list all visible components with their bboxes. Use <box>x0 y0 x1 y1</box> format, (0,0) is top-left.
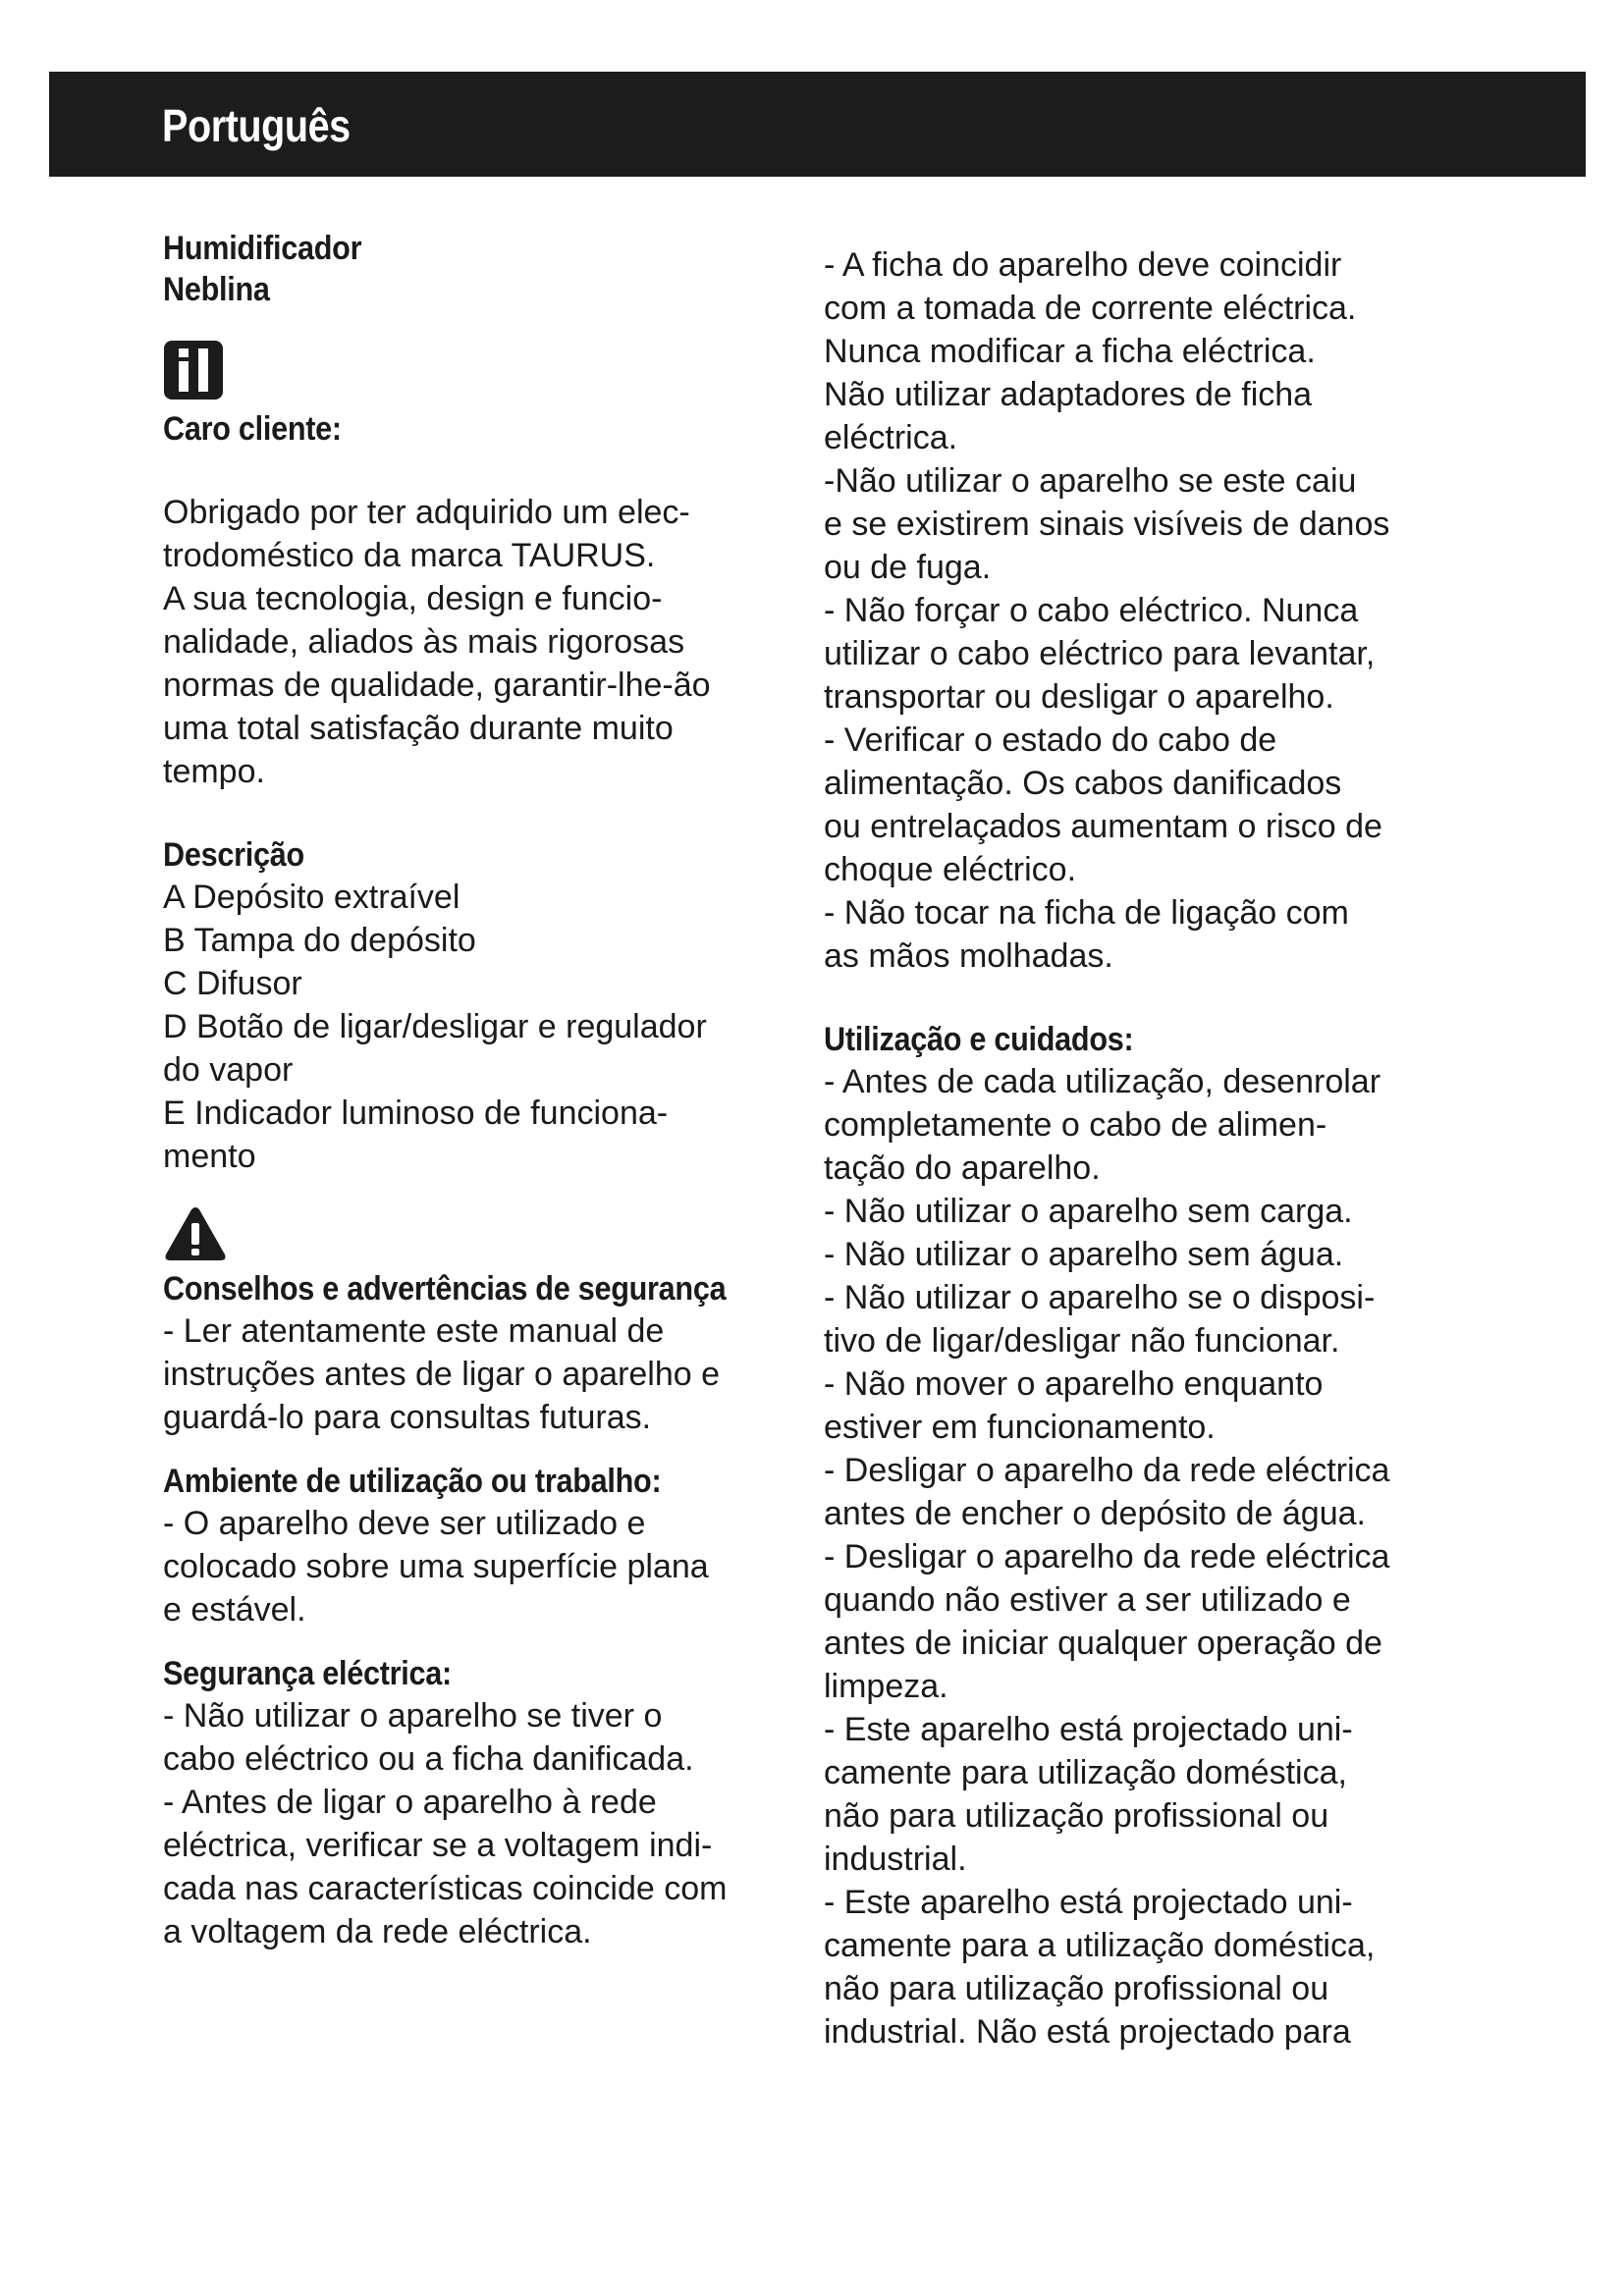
greeting-heading: Caro cliente: <box>163 410 342 448</box>
text-line: - Não tocar na ficha de ligação com <box>824 894 1349 932</box>
list-item: B Tampa do depósito <box>163 922 476 959</box>
text-line: -Não utilizar o aparelho se este caiu <box>824 462 1357 500</box>
text-line: - Desligar o aparelho da rede eléctrica <box>824 1452 1390 1489</box>
text-line: utilizar o cabo eléctrico para levantar, <box>824 635 1376 672</box>
list-item: mento <box>163 1138 256 1175</box>
text-line: quando não estiver a ser utilizado e <box>824 1581 1351 1619</box>
text-line: - Não utilizar o aparelho sem carga. <box>824 1193 1353 1230</box>
text-line: - Este aparelho está projectado uni- <box>824 1711 1353 1748</box>
text-line: tação do aparelho. <box>824 1149 1101 1187</box>
language-header-bar <box>49 72 1586 177</box>
text-line: - Antes de ligar o aparelho à rede <box>163 1784 657 1821</box>
text-line: - O aparelho deve ser utilizado e <box>163 1505 646 1542</box>
text-line: - Não utilizar o aparelho sem água. <box>824 1236 1344 1273</box>
left-column <box>163 228 777 1953</box>
text-line: - A ficha do aparelho deve coincidir <box>824 246 1342 284</box>
info-icon <box>163 340 224 400</box>
safety-heading: Conselhos e advertências de segurança <box>163 1270 727 1308</box>
text-line: instruções antes de ligar o aparelho e <box>163 1356 721 1393</box>
text-line: com a tomada de corrente eléctrica. <box>824 290 1357 327</box>
list-item: A Depósito extraível <box>163 879 460 916</box>
text-line: não para utilização profissional ou <box>824 1970 1329 2007</box>
text-line: alimentação. Os cabos danificados <box>824 765 1342 802</box>
text-line: cabo eléctrico ou a ficha danificada. <box>163 1740 694 1778</box>
intro-text <box>163 491 777 793</box>
usage-text <box>824 1060 1442 2054</box>
list-item: do vapor <box>163 1051 294 1089</box>
list-item: D Botão de ligar/desligar e regulador <box>163 1008 707 1045</box>
text-line: normas de qualidade, garantir-lhe-ão <box>163 667 711 704</box>
right-column <box>824 243 1442 2054</box>
text-line: camente para a utilização doméstica, <box>824 1927 1376 1964</box>
text-line: e estável. <box>163 1591 306 1629</box>
text-line: eléctrica, verificar se a voltagem indi- <box>163 1827 713 1864</box>
text-line: - Este aparelho está projectado uni- <box>824 1884 1353 1921</box>
text-line: uma total satisfação durante muito <box>163 710 674 747</box>
text-line: as mãos molhadas. <box>824 937 1113 975</box>
product-name: Humidificador <box>163 230 362 267</box>
text-line: eléctrica. <box>824 419 958 456</box>
text-line: - Verificar o estado do cabo de <box>824 721 1277 759</box>
text-line: limpeza. <box>824 1668 948 1705</box>
description-heading: Descrição <box>163 836 304 874</box>
electrical-text <box>163 1694 777 1953</box>
environment-text <box>163 1502 777 1631</box>
text-line: colocado sobre uma superfície plana <box>163 1548 709 1585</box>
text-line: antes de encher o depósito de água. <box>824 1495 1366 1532</box>
text-line: tempo. <box>163 753 265 790</box>
text-line: A sua tecnologia, design e funcio- <box>163 580 663 617</box>
text-line: guardá-lo para consultas futuras. <box>163 1399 652 1436</box>
text-line: não para utilização profissional ou <box>824 1797 1329 1835</box>
language-title: Português <box>162 100 351 151</box>
text-line: cada nas características coincide com <box>163 1870 728 1907</box>
text-line: camente para utilização doméstica, <box>824 1754 1347 1791</box>
environment-heading: Ambiente de utilização ou trabalho: <box>163 1463 662 1500</box>
text-line: Não utilizar adaptadores de ficha <box>824 376 1313 413</box>
text-line: - Ler atentamente este manual de <box>163 1312 665 1350</box>
electrical-heading: Segurança eléctrica: <box>163 1655 452 1692</box>
description-list <box>163 876 777 1178</box>
text-line: - Não mover o aparelho enquanto <box>824 1365 1324 1403</box>
safety-text <box>163 1309 777 1439</box>
text-line: Obrigado por ter adquirido um elec- <box>163 494 690 531</box>
text-line: industrial. <box>824 1841 967 1878</box>
product-model: Neblina <box>163 271 270 308</box>
text-line: estiver em funcionamento. <box>824 1409 1216 1446</box>
text-line: ou entrelaçados aumentam o risco de <box>824 808 1382 845</box>
text-line: e se existirem sinais visíveis de danos <box>824 506 1390 543</box>
list-item: C Difusor <box>163 965 302 1002</box>
text-line: a voltagem da rede eléctrica. <box>163 1913 592 1950</box>
text-line: - Não utilizar o aparelho se tiver o <box>163 1697 663 1735</box>
text-line: nalidade, aliados às mais rigorosas <box>163 623 685 661</box>
text-line: choque eléctrico. <box>824 851 1077 888</box>
text-line: - Desligar o aparelho da rede eléctrica <box>824 1538 1390 1575</box>
text-line: ou de fuga. <box>824 549 992 586</box>
text-line: antes de iniciar qualquer operação de <box>824 1625 1382 1662</box>
usage-heading: Utilização e cuidados: <box>824 1021 1134 1058</box>
text-line: tivo de ligar/desligar não funcionar. <box>824 1322 1340 1360</box>
text-line: completamente o cabo de alimen- <box>824 1106 1327 1144</box>
warning-icon <box>163 1205 228 1262</box>
text-line: Nunca modificar a ficha eléctrica. <box>824 333 1316 370</box>
text-line: - Não utilizar o aparelho se o disposi- <box>824 1279 1376 1316</box>
text-line: industrial. Não está projectado para <box>824 2013 1351 2051</box>
electrical-text-continued <box>824 243 1442 978</box>
text-line: - Antes de cada utilização, desenrolar <box>824 1063 1381 1100</box>
text-line: trodoméstico da marca TAURUS. <box>163 537 656 574</box>
list-item: E Indicador luminoso de funciona- <box>163 1095 669 1132</box>
text-line: - Não forçar o cabo eléctrico. Nunca <box>824 592 1359 629</box>
text-line: transportar ou desligar o aparelho. <box>824 678 1334 716</box>
